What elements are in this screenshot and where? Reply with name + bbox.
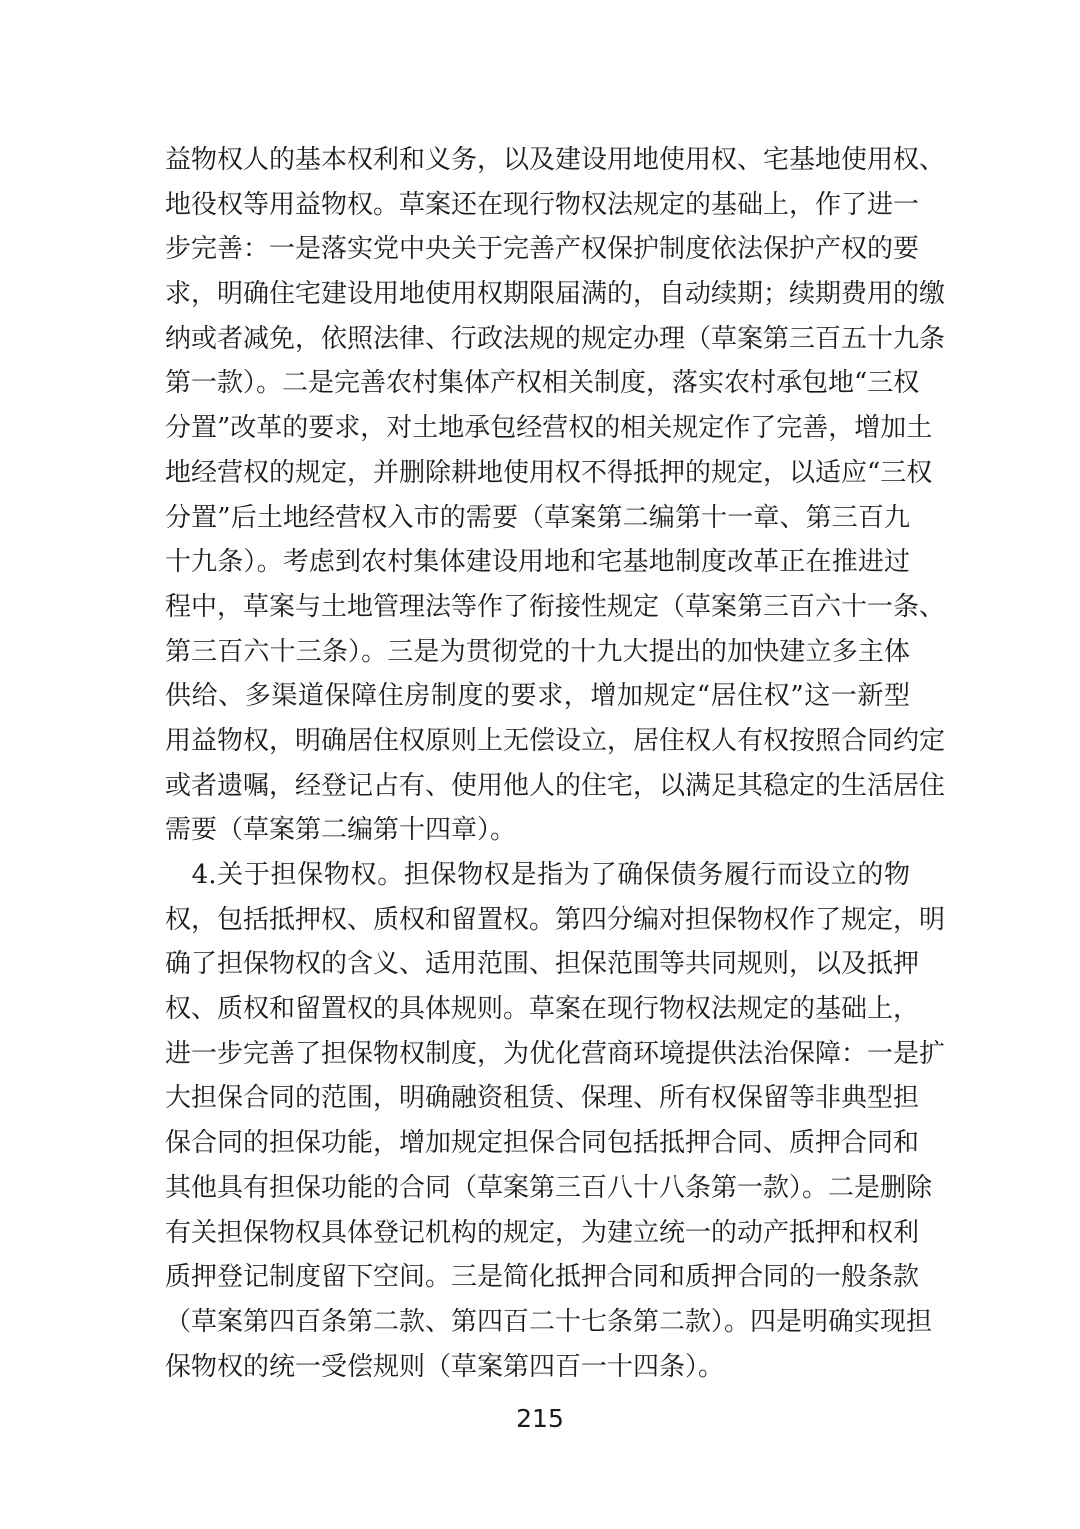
text-line: 进一步完善了担保物权制度，为优化营商环境提供法治保障：一是扩 [165,1038,946,1069]
text-line: 分置”后土地经营权入市的需要（草案第二编第十一章、第三百九 [165,502,910,533]
text-line: 分置”改革的要求，对土地承包经营权的相关规定作了完善，增加土 [165,413,933,444]
text-line: 权，包括抵押权、质权和留置权。第四分编对担保物权作了规定，明 [165,904,946,935]
text-line: 其他具有担保功能的合同（草案第三百八十八条第一款）。二是删除 [165,1172,933,1203]
text-line: 权、质权和留置权的具体规则。草案在现行物权法规定的基础上， [165,994,920,1025]
text-line: 益物权人的基本权利和义务，以及建设用地使用权、宅基地使用权、 [165,145,946,175]
text-line: 确了担保物权的含义、适用范围、担保范围等共同规则，以及抵押 [165,949,920,980]
text-line: 纳或者减免，依照法律、行政法规的规定办理（草案第三百五十九条 [165,323,946,354]
text-line: 大担保合同的范围，明确融资租赁、保理、所有权保留等非典型担 [165,1083,920,1114]
body-text [165,138,946,1389]
paragraph-start-line: 4.关于担保物权。担保物权是指为了确保债务履行而设立的物 [165,860,910,890]
paragraph-end-line: 保物权的统一受偿规则（草案第四百一十四条）。 [165,1351,725,1382]
text-line: 或者遗嘱，经登记占有、使用他人的住宅，以满足其稳定的生活居住 [165,770,946,801]
text-line: 地经营权的规定，并删除耕地使用权不得抵押的规定，以适应“三权 [165,457,933,488]
text-line: （草案第四百条第二款、第四百二十七条第二款）。四是明确实现担 [165,1306,933,1337]
text-line: 用益物权，明确居住权原则上无偿设立，居住权人有权按照合同约定 [165,725,946,756]
text-line: 十九条）。考虑到农村集体建设用地和宅基地制度改革正在推进过 [165,547,910,578]
page-number: 215 [516,1404,564,1433]
text-line: 步完善：一是落实党中央关于完善产权保护制度依法保护产权的要 [165,234,920,265]
text-line: 地役权等用益物权。草案还在现行物权法规定的基础上，作了进一 [165,189,920,220]
text-line: 保合同的担保功能，增加规定担保合同包括抵押合同、质押合同和 [165,1128,920,1159]
text-line: 供给、多渠道保障住房制度的要求，增加规定“居住权”这一新型 [165,681,910,712]
text-line: 有关担保物权具体登记机构的规定，为建立统一的动产抵押和权利 [165,1217,920,1248]
text-line: 求，明确住宅建设用地使用权期限届满的，自动续期；续期费用的缴 [165,279,946,310]
text-line: 第三百六十三条）。三是为贯彻党的十九大提出的加快建立多主体 [165,636,910,667]
text-line: 第一款）。二是完善农村集体产权相关制度，落实农村承包地“三权 [165,368,920,399]
paragraph-end-line: 需要（草案第二编第十四章）。 [165,815,517,846]
text-line: 程中，草案与土地管理法等作了衔接性规定（草案第三百六十一条、 [165,591,946,622]
text-line: 质押登记制度留下空间。三是简化抵押合同和质押合同的一般条款 [165,1262,920,1293]
